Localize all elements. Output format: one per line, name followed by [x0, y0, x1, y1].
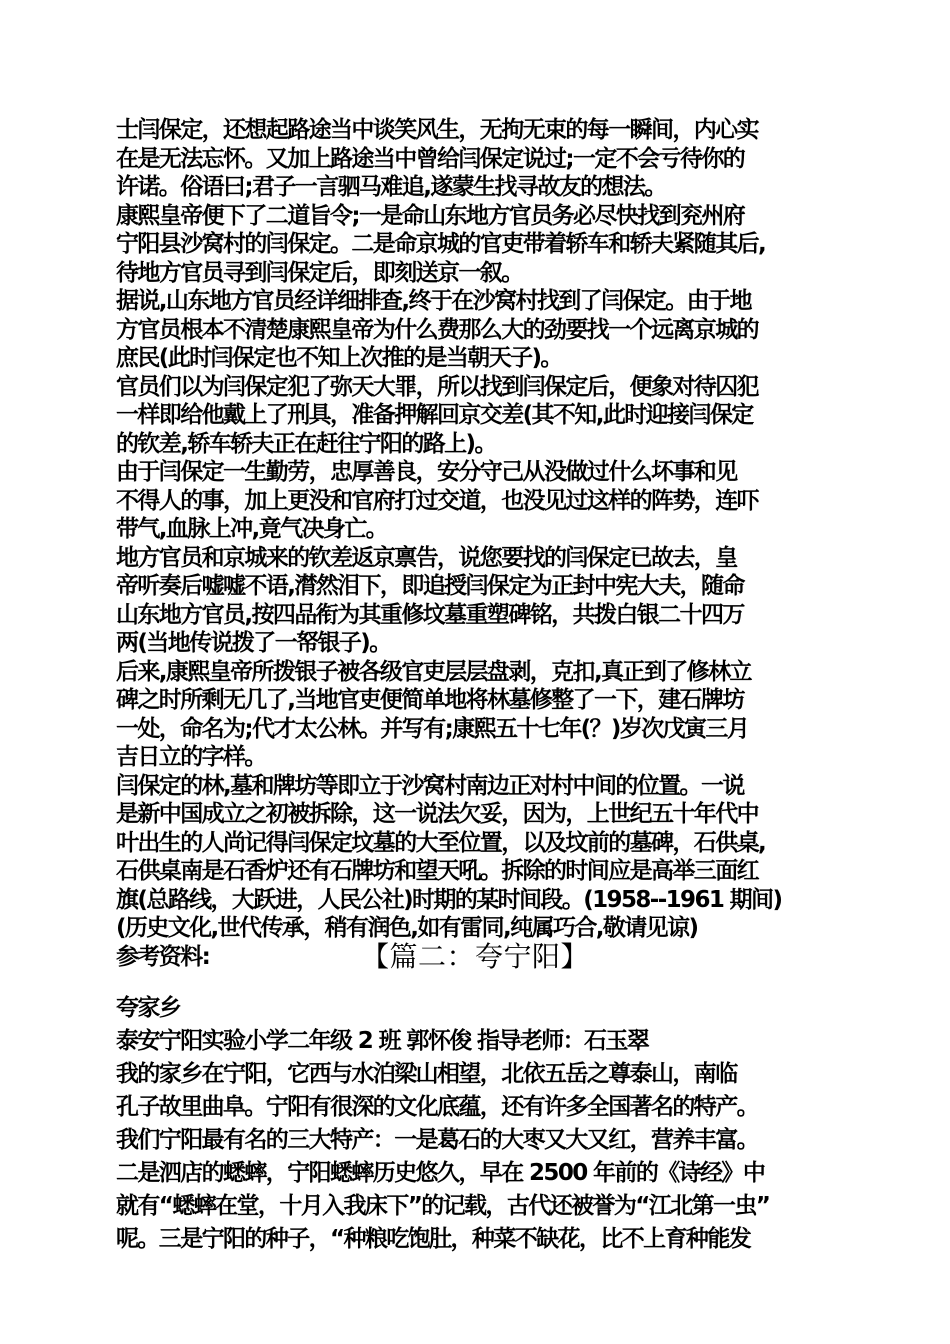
- article-part1: [116, 116, 841, 971]
- text-line: 带气,血脉上冲,竟气决身亡。: [116, 516, 388, 542]
- text-line: 后来,康熙皇帝所拨银子被各级官吏层层盘剥，克扣,真正到了修林立: [116, 658, 751, 685]
- text-line: 官员们以为闫保定犯了弥天大罪，所以找到闫保定后，便象对待囚犯: [116, 373, 759, 400]
- text-line: 山东地方官员,按四品衔为其重修坟墓重塑碑铭，共拨白银二十四万: [116, 601, 744, 628]
- text-line: 一处，命名为;代才太公林。并写有;康熙五十七年(？)岁次戊寅三月: [116, 715, 749, 742]
- text-line: 二是泗店的蟋蟀，宁阳蟋蟀历史悠久，早在 2500 年前的《诗经》中: [116, 1160, 765, 1186]
- text-line: 士闫保定，还想起路途当中谈笑风生，无拘无束的每一瞬间，内心实: [116, 117, 759, 143]
- text-line: 帝听奏后嘘嘘不语,潸然泪下，即追授闫保定为正封中宪大夫，随命: [116, 573, 744, 599]
- text-line: 许诺。俗语曰;君子一言驷马难追,遂蒙生找寻故友的想法。: [116, 174, 666, 200]
- text-line: 康熙皇帝便下了二道旨令;一是命山东地方官员务必尽快找到兖州府: [116, 202, 745, 229]
- text-line: 一样即给他戴上了刑具，准备押解回京交差(其不知,此时迎接闫保定: [116, 402, 753, 428]
- text-line: 叶出生的人尚记得闫保定坟墓的大至位置，以及坟前的墓碑，石供桌,: [116, 829, 766, 856]
- text-line: 呢。三是宁阳的种子，“种粮吃饱肚，种菜不缺花，比不上育种能发: [116, 1226, 751, 1252]
- text-line: 旗(总路线，大跃进，人民公社)时期的某时间段。(1958--1961 期间): [116, 886, 782, 913]
- text-line: 两(当地传说拨了一帑银子)。: [116, 630, 391, 656]
- text-line: 地方官员和京城来的钦差返京禀告，说您要找的闫保定已故去，皇: [116, 544, 737, 571]
- author-line: 泰安宁阳实验小学二年级 2 班 郭怀俊 指导老师：石玉翠: [116, 1028, 649, 1054]
- text-line: 就有“蟋蟀在堂，十月入我床下”的记载，古代还被誉为“江北第一虫”: [116, 1193, 770, 1219]
- text-line: 不得人的事，加上更没和官府打过交道，也没见过这样的阵势，连吓: [116, 487, 759, 514]
- text-line: 由于闫保定一生勤劳，忠厚善良，安分守己从没做过什么坏事和见: [116, 459, 737, 485]
- article-title: 夸家乡: [116, 995, 181, 1021]
- text-line: 孔子故里曲阜。宁阳有很深的文化底蕴，还有许多全国著名的特产。: [116, 1094, 759, 1120]
- article-part2: [116, 992, 841, 1256]
- section-heading: 【篇二：夸宁阳】: [360, 940, 589, 973]
- text-line: 待地方官员寻到闫保定后，即刻送京一叙。: [116, 259, 523, 286]
- reference-label: 参考资料:: [116, 943, 210, 970]
- text-line: 方官员根本不清楚康熙皇帝为什么费那么大的劲要找一个远离京城的: [116, 316, 759, 343]
- text-line: (历史文化,世代传承，稍有润色,如有雷同,纯属巧合,敬请见谅): [116, 915, 698, 941]
- text-line: 石供桌南是石香炉还有石牌坊和望天吼。拆除的时间应是高举三面红: [116, 858, 759, 884]
- text-line: 我们宁阳最有名的三大特产：一是葛石的大枣又大又红，营养丰富。: [116, 1127, 759, 1153]
- text-line: 庶民(此时闫保定也不知上次推的是当朝天子)。: [116, 345, 562, 371]
- text-line: 是新中国成立之初被拆除，这一说法欠妥，因为，上世纪五十年代中: [116, 801, 759, 827]
- text-line: 的钦差,轿车轿夫正在赶往宁阳的路上)。: [116, 430, 496, 457]
- text-line: 在是无法忘怀。又加上路途当中曾给闫保定说过;一定不会亏待你的: [116, 145, 745, 172]
- text-line: 我的家乡在宁阳，它西与水泊梁山相望，北依五岳之尊泰山，南临: [116, 1061, 737, 1087]
- text-line: 据说,山东地方官员经详细排查,终于在沙窝村找到了闫保定。由于地: [116, 288, 751, 314]
- text-line: 闫保定的林,墓和牌坊等即立于沙窝村南边正对村中间的位置。一说: [116, 772, 744, 799]
- text-line: 吉日立的字样。: [116, 744, 266, 770]
- text-line: 宁阳县沙窝村的闫保定。二是命京城的官吏带着轿车和轿夫紧随其后,: [116, 231, 766, 257]
- text-line: 碑之时所剩无几了,当地官吏便简单地将林墓修整了一下，建石牌坊: [116, 687, 744, 713]
